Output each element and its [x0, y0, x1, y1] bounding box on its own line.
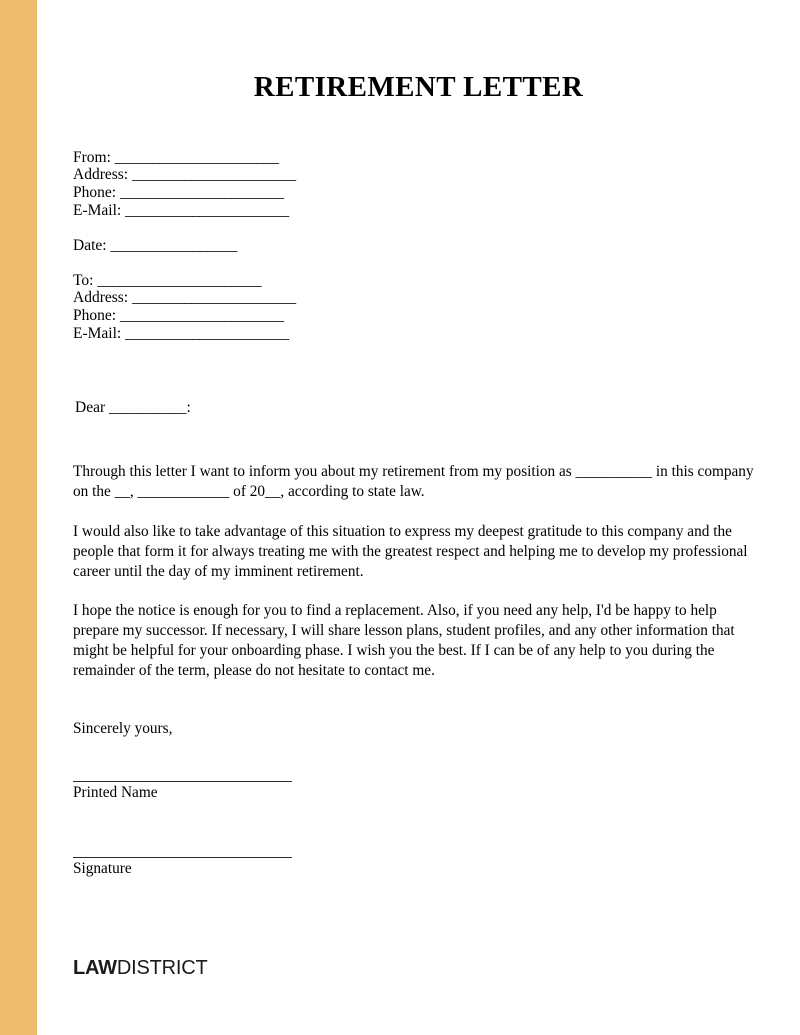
sender-phone-line — [73, 184, 762, 202]
page-title: RETIREMENT LETTER — [253, 71, 584, 103]
sender-email-line — [73, 202, 762, 220]
lawdistrict-logo — [73, 957, 207, 980]
sender-block — [73, 149, 762, 219]
sender-email-label: E-Mail: — [73, 201, 122, 219]
logo-law-text: LAW — [73, 957, 117, 979]
recipient-phone-label: Phone: — [73, 307, 117, 325]
logo-district-text: DISTRICT — [116, 957, 208, 979]
sender-from-label: From: — [73, 148, 111, 166]
sender-from-line — [73, 149, 762, 167]
accent-left-border — [0, 0, 37, 1035]
sender-email-blank[interactable]: ______________________ — [125, 201, 289, 219]
date-blank[interactable]: _________________ — [110, 237, 238, 255]
recipient-to-blank[interactable]: ______________________ — [97, 271, 262, 289]
letter-sheet — [37, 0, 800, 1035]
sender-address-label: Address: — [73, 166, 129, 184]
recipient-email-blank[interactable]: ______________________ — [125, 324, 289, 342]
recipient-block — [73, 272, 762, 342]
sender-phone-blank[interactable]: ______________________ — [119, 184, 284, 202]
recipient-address-blank[interactable]: ______________________ — [131, 289, 296, 307]
recipient-to-line — [73, 272, 762, 290]
recipient-phone-blank[interactable]: ______________________ — [119, 307, 284, 325]
recipient-email-line — [73, 325, 762, 343]
recipient-phone-line — [73, 307, 762, 325]
body-paragraph-3: I hope the notice is enough for you to find a replacement. Also, if you need any help, I'd be happy to help prepare my successor. If necessary, I will share lesson plans, student profiles, and any other information that might be helpful for your onboarding phase. I wish you the best. If I can be of any help to you during the remainder of the term, please do not hesitate to contact me. — [73, 601, 735, 679]
letter-body-area — [37, 149, 800, 878]
date-label: Date: — [73, 237, 107, 255]
date-line — [73, 237, 762, 255]
recipient-to-label: To: — [73, 271, 94, 289]
body-paragraph-1: Through this letter I want to inform you about my retirement from my position as __________ in this company on the __, ____________ of 20__, according to state law. — [73, 462, 754, 500]
salutation-line[interactable]: Dear __________: — [75, 399, 191, 417]
sender-address-blank[interactable]: ______________________ — [131, 166, 296, 184]
signature-caption: Signature — [73, 859, 132, 877]
recipient-email-label: E-Mail: — [73, 324, 122, 342]
closing-line: Sincerely yours, — [73, 719, 173, 737]
recipient-address-label: Address: — [73, 289, 129, 307]
recipient-address-line — [73, 289, 762, 307]
sender-address-line — [73, 166, 762, 184]
sender-from-blank[interactable]: ______________________ — [114, 148, 279, 166]
sender-phone-label: Phone: — [73, 184, 117, 202]
body-paragraph-2: I would also like to take advantage of this situation to express my deepest gratitude to this company and the people that form it for always treating me with the greatest respect and helping me to develop my professional career until the day of my imminent retirement. — [73, 522, 748, 580]
printed-name-caption: Printed Name — [73, 783, 158, 801]
